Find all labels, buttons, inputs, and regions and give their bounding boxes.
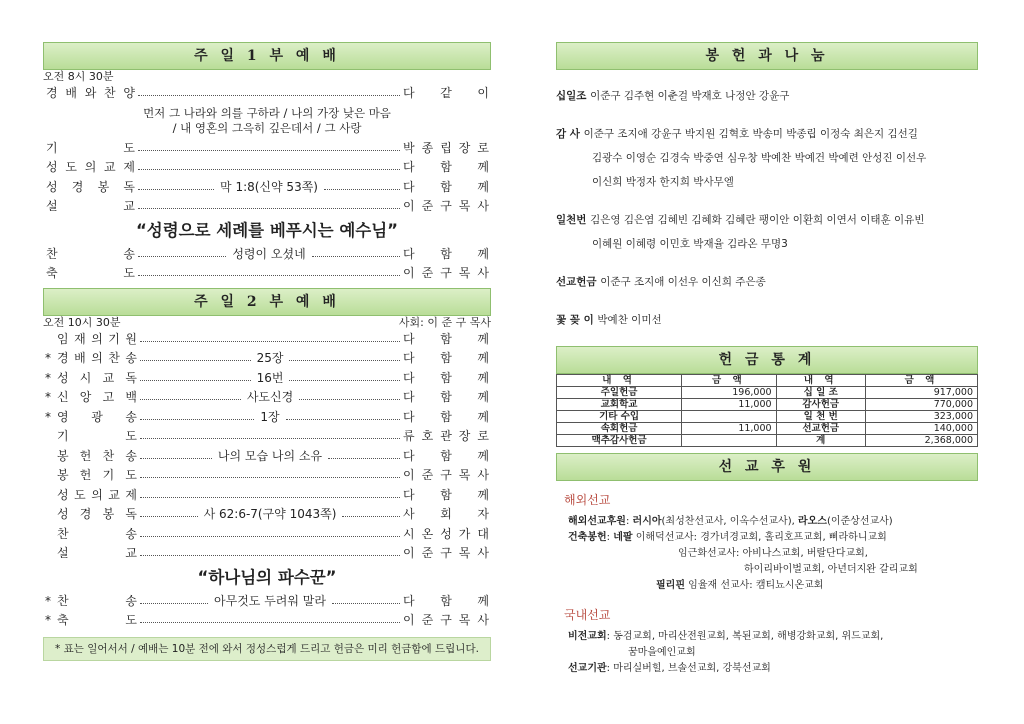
service1-title: 주 일 1 부 예 배 xyxy=(43,42,491,70)
domestic-mission-list: 비전교회: 동검교회, 마리산전원교회, 복된교회, 해병강화교회, 위드교회, 꿈마을예인교회 선교기관: 마리실버힐, 브솔선교회, 강북선교회 xyxy=(568,631,884,674)
finance-row xyxy=(557,387,978,399)
order-leader: 류 호 관 장 로 xyxy=(403,429,489,443)
stand-marker: * xyxy=(45,613,51,627)
right-column xyxy=(556,42,978,677)
finance-item: 맥추감사헌금 xyxy=(557,435,682,447)
offering-names: 김광수 이영순 김경숙 박중연 심우창 박예찬 박예건 박예련 안성진 이선우 xyxy=(592,152,927,164)
stand-marker: * xyxy=(45,351,51,365)
order-row xyxy=(43,264,491,284)
order-leader: 이 준 구 목 사 xyxy=(403,266,489,280)
stand-marker: * xyxy=(45,409,51,424)
finance-item: 주일헌금 xyxy=(557,387,682,399)
order-row xyxy=(43,544,491,564)
order-leader: 다 같 이 xyxy=(403,86,489,100)
order-row xyxy=(43,84,491,104)
order-label: 찬 송 xyxy=(46,246,135,261)
order-leader: 이 준 구 목 사 xyxy=(403,468,489,482)
order-leader: 시 온 성 가 대 xyxy=(403,526,489,541)
offering-names: 김은영 김은염 김혜빈 김혜화 김혜란 팽이안 이환희 이연서 이태훈 이유빈 xyxy=(590,214,925,226)
finance-item: 일 천 번 xyxy=(776,411,865,423)
order-row xyxy=(43,505,491,525)
finance-header: 내 역 xyxy=(557,375,682,387)
order-row xyxy=(43,178,491,198)
order-label: 설 교 xyxy=(46,199,135,213)
order-label: 임 재 의 기 원 xyxy=(57,331,137,346)
order-label: 경 배 와 찬 양 xyxy=(46,86,135,100)
finance-item: 십 일 조 xyxy=(776,387,865,399)
order-label: 축 도 * xyxy=(43,611,137,631)
finance-header: 금 액 xyxy=(865,375,977,387)
order-leader: 이 준 구 목 사 xyxy=(403,199,489,213)
offering-group xyxy=(556,208,978,256)
order-row xyxy=(43,388,491,408)
order-label: 봉 헌 찬 송 xyxy=(57,448,137,463)
finance-item: 계 xyxy=(776,435,865,447)
offering-group xyxy=(556,308,978,332)
order-leader: 박 종 립 장 로 xyxy=(403,140,489,155)
order-row xyxy=(43,158,491,178)
finance-header: 내 역 xyxy=(776,375,865,387)
finance-amount xyxy=(682,435,776,447)
finance-item: 기타 수입 xyxy=(557,411,682,423)
order-leader: 사 회 자 xyxy=(403,507,489,521)
finance-table xyxy=(556,374,978,447)
order-label: 찬 송 xyxy=(57,526,137,541)
offering-group xyxy=(556,270,978,294)
order-label: 영 광 송 * xyxy=(43,408,137,428)
finance-amount: 11,000 xyxy=(682,399,776,411)
order-leader: 다 함 께 xyxy=(403,246,489,261)
offering-label: 감 사 xyxy=(556,128,584,140)
order-leader: 다 함 께 xyxy=(403,409,489,424)
order-leader: 다 함 께 xyxy=(403,331,489,346)
order-row xyxy=(43,592,491,612)
order-detail: 성령이 오셨네 xyxy=(229,245,308,265)
order-row xyxy=(43,427,491,447)
order-detail: 나의 모습 나의 소유 xyxy=(215,447,325,467)
order-label: 축 도 xyxy=(46,266,135,280)
service2-time: 오전 10시 30분 사회: 이 준 구 목사 xyxy=(43,315,491,329)
order-label: 신 앙 고 백 * xyxy=(43,388,137,408)
offering-names: 이준구 조지애 강윤구 박지원 김혁호 박송미 박종립 이정숙 최은지 김선길 xyxy=(583,128,918,140)
offering-names: 이신희 박정자 한지희 박사무엘 xyxy=(592,176,734,188)
offering-label: 십일조 xyxy=(556,90,591,102)
order-row xyxy=(43,139,491,159)
mission-title: 선 교 후 원 xyxy=(556,453,978,481)
offering-label: 일천번 xyxy=(556,214,591,226)
order-row xyxy=(43,330,491,350)
order-label: 설 교 xyxy=(57,546,137,560)
offering-label: 선교헌금 xyxy=(556,276,601,288)
stand-marker: * xyxy=(45,593,51,608)
stand-marker: * xyxy=(45,370,51,385)
order-leader: 이 준 구 목 사 xyxy=(403,546,489,560)
mission-line: 건축봉헌: 네팔 이해덕선교사: 경가녀경교회, 홀리호프교회, 삐라하니교회 xyxy=(568,532,887,543)
abroad-mission-list: 해외선교후원: 러시아(최성찬선교사, 이옥수선교사), 라오스(이준상선교사) 건축봉헌: 네팔 이해덕선교사: 경가녀경교회, 홀리호프교회, 삐라하니교회 임근화선교사: 아비나스교회, 버랄단다교회, 하이리바이벌교회, 아년더지완 갈리교회 필리핀 임율재 선교사: 캠티뇨시온교회 xyxy=(556,514,978,594)
footnote: * 표는 일어서서 / 예배는 10분 전에 와서 정성스럽게 드리고 헌금은 미리 헌금함에 드립니다. xyxy=(43,637,491,661)
domestic-mission-heading: 국내선교 xyxy=(564,608,611,622)
finance-row xyxy=(557,399,978,411)
order-label: 성 도 의 교 제 xyxy=(57,487,137,502)
finance-amount: 196,000 xyxy=(682,387,776,399)
order-detail: 사도신경 xyxy=(244,388,296,408)
offering-names: 이준구 조지애 이선우 이신희 주은종 xyxy=(600,276,766,288)
order-label: 찬 송 * xyxy=(43,592,137,612)
finance-amount: 2,368,000 xyxy=(865,435,977,447)
finance-item: 감사헌금 xyxy=(776,399,865,411)
order-row xyxy=(43,447,491,467)
order-detail: 막 1:8(신약 53쪽) xyxy=(217,178,321,198)
offering-names: 박예찬 이미선 xyxy=(597,314,662,326)
stand-marker: * xyxy=(45,390,51,404)
order-leader: 다 함 께 xyxy=(403,179,489,194)
order-label: 기 도 xyxy=(46,140,135,155)
order-label: 성 경 봉 독 xyxy=(57,507,137,521)
order-label: 성 경 봉 독 xyxy=(46,179,135,194)
order-leader: 다 함 께 xyxy=(403,448,489,463)
finance-item: 교회학교 xyxy=(557,399,682,411)
finance-amount: 323,000 xyxy=(865,411,977,423)
order-row xyxy=(43,611,491,631)
service1-sermon-title: “성령으로 세례를 베푸시는 예수님” xyxy=(135,220,399,240)
finance-amount: 917,000 xyxy=(865,387,977,399)
offering-names: 이준구 김주현 이춘걸 박재호 나정안 강윤구 xyxy=(590,90,790,102)
order-label: 성 시 교 독 * xyxy=(43,369,137,389)
order-detail: 사 62:6-7(구약 1043쪽) xyxy=(201,505,340,525)
order-leader: 다 함 께 xyxy=(403,351,489,365)
finance-row xyxy=(557,435,978,447)
offering-title: 봉 헌 과 나 눔 xyxy=(556,42,978,70)
order-detail: 25장 xyxy=(254,349,287,369)
finance-title: 헌 금 통 계 xyxy=(556,346,978,374)
order-leader: 다 함 께 xyxy=(403,390,489,404)
finance-item: 속회헌금 xyxy=(557,423,682,435)
finance-amount: 140,000 xyxy=(865,423,977,435)
order-row xyxy=(43,525,491,545)
order-label: 기 도 xyxy=(57,429,137,443)
finance-amount: 11,000 xyxy=(682,423,776,435)
abroad-mission-heading: 해외선교 xyxy=(564,493,611,507)
finance-amount xyxy=(682,411,776,423)
offering-list xyxy=(556,84,978,332)
order-leader: 이 준 구 목 사 xyxy=(403,613,489,627)
order-row xyxy=(43,369,491,389)
praise-songs: 먼저 그 나라와 의를 구하라 / 나의 가장 낮은 마음 / 내 영혼의 그윽히 깊은데서 / 그 사랑 xyxy=(143,105,391,135)
service1-time: 오전 8시 30분 xyxy=(43,70,114,83)
order-row xyxy=(43,486,491,506)
order-leader: 다 함 께 xyxy=(403,487,489,502)
offering-group xyxy=(556,84,978,108)
order-leader: 다 함 께 xyxy=(403,593,489,608)
service2-title: 주 일 2 부 예 배 xyxy=(43,288,491,316)
left-column xyxy=(43,42,491,661)
finance-row xyxy=(557,411,978,423)
finance-amount: 770,000 xyxy=(865,399,977,411)
finance-row xyxy=(557,423,978,435)
order-row xyxy=(43,408,491,428)
order-row xyxy=(43,245,491,265)
offering-names: 이혜원 이혜령 이민호 박재율 김라온 무명3 xyxy=(592,238,788,250)
order-leader: 다 함 께 xyxy=(403,370,489,385)
order-label: 성 도 의 교 제 xyxy=(46,160,135,174)
offering-label: 꽃 꽂 이 xyxy=(556,314,598,326)
order-detail: 1장 xyxy=(257,408,282,428)
finance-header: 금 액 xyxy=(682,375,776,387)
order-row xyxy=(43,466,491,486)
order-row xyxy=(43,197,491,217)
order-detail: 아무것도 두려워 말라 xyxy=(211,592,329,612)
mission-line: 해외선교후원: 러시아(최성찬선교사, 이옥수선교사), 라오스(이준상선교사) xyxy=(568,516,893,527)
order-detail: 16번 xyxy=(254,369,287,389)
order-row xyxy=(43,349,491,369)
order-label: 경 배 의 찬 송 * xyxy=(43,349,137,369)
offering-group xyxy=(556,122,978,194)
finance-item: 선교헌금 xyxy=(776,423,865,435)
service2-sermon-title: “하나님의 파수꾼” xyxy=(197,567,337,587)
order-leader: 다 함 께 xyxy=(403,160,489,174)
order-label: 봉 헌 기 도 xyxy=(57,468,137,482)
